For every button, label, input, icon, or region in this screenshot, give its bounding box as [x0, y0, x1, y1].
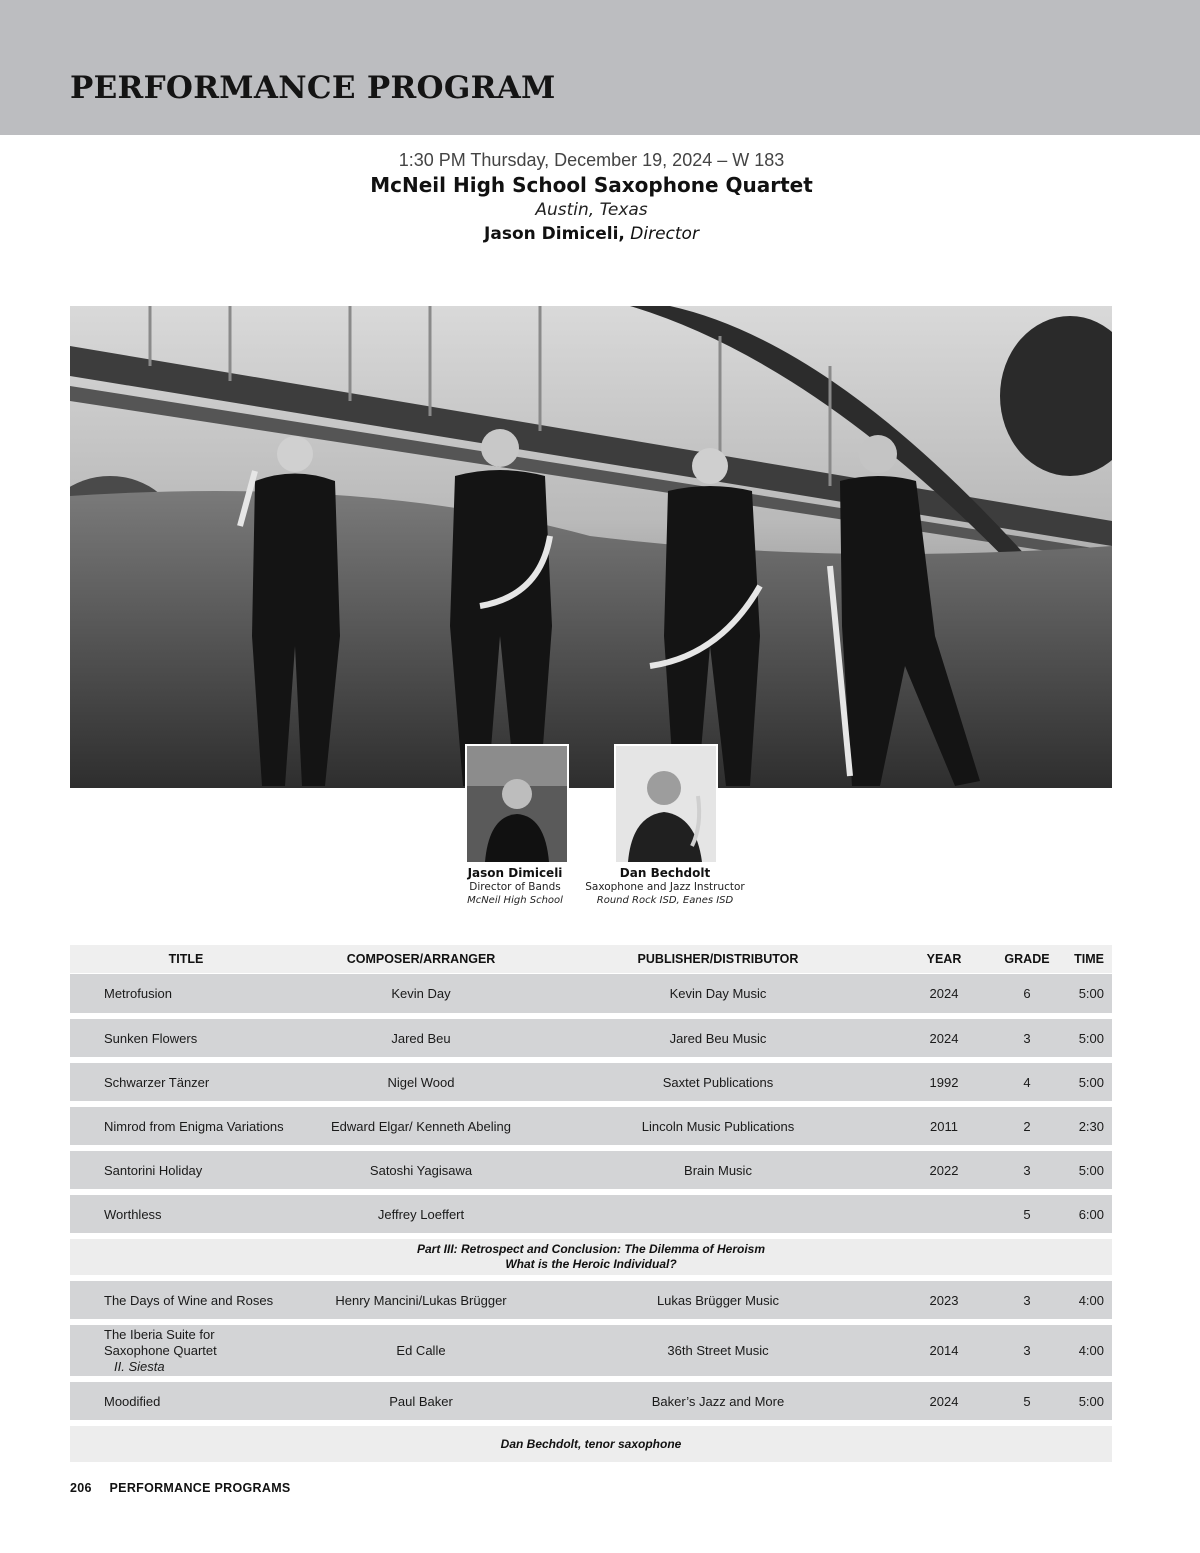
table-row [70, 1107, 1112, 1145]
cell-time: 5:00 [1078, 986, 1104, 1001]
cell-title: Worthless [104, 1206, 162, 1222]
cell-year: 1992 [929, 1074, 959, 1090]
cell-title: Sunken Flowers [104, 1030, 198, 1046]
program-note-text [70, 1239, 1112, 1275]
header-composer: COMPOSER/ARRANGER [346, 952, 496, 966]
cell-time: 5:00 [1078, 1162, 1104, 1178]
cell-title: Moodified [104, 1393, 161, 1409]
cell-title: Nimrod from Enigma Variations [104, 1118, 284, 1134]
cell-year: 2023 [929, 1292, 959, 1308]
cell-publisher: Saxtet Publications [662, 1074, 774, 1090]
page-footer [70, 1481, 291, 1495]
cell-title: Metrofusion [104, 986, 172, 1001]
cell-grade: 3 [1023, 1030, 1031, 1046]
group-photo [70, 306, 1112, 788]
cell-title: Schwarzer Tänzer [104, 1074, 210, 1090]
cell-composer: Edward Elgar/ Kenneth Abeling [331, 1118, 511, 1134]
note-line: What is the Heroic Individual? [505, 1257, 677, 1271]
director-name: Jason Dimiceli, [484, 224, 625, 244]
cell-year: 2024 [929, 1393, 959, 1409]
cell-grade: 3 [1023, 1343, 1031, 1358]
header-band [0, 0, 1200, 135]
director-role: Director [630, 224, 699, 244]
cell-composer: Kevin Day [391, 986, 451, 1001]
table-row [70, 1195, 1112, 1233]
cell-time: 4:00 [1078, 1292, 1104, 1308]
cell-publisher: Baker’s Jazz and More [651, 1393, 785, 1409]
person-org: Round Rock ISD, Eanes ISD [596, 895, 734, 906]
cell-year: 2024 [929, 986, 959, 1001]
group-photo-image [70, 306, 1112, 788]
table-row [70, 1325, 1112, 1376]
cell-publisher: Lincoln Music Publications [641, 1118, 795, 1134]
cell-publisher [578, 1195, 858, 1233]
title-line: Saxophone Quartet [104, 1342, 217, 1358]
person-role: Saxophone and Jazz Instructor [585, 881, 745, 893]
page-number: 206 [70, 1481, 92, 1495]
cell-publisher: Brain Music [684, 1162, 752, 1178]
cell-composer: Jared Beu [391, 1030, 451, 1046]
table-row [70, 1019, 1112, 1057]
program-note [70, 1426, 1112, 1462]
cell-title [104, 1325, 324, 1376]
cell-grade: 3 [1023, 1292, 1031, 1308]
cell-time: 2:30 [1078, 1118, 1104, 1134]
table-row [70, 1281, 1112, 1319]
cell-grade: 4 [1023, 1074, 1031, 1090]
cell-time: 6:00 [1078, 1206, 1104, 1222]
cell-grade: 5 [1023, 1393, 1031, 1409]
table-row [70, 1063, 1112, 1101]
program-note [70, 1239, 1112, 1275]
cell-year [918, 1195, 970, 1233]
header-year: YEAR [926, 952, 962, 966]
cell-title: Santorini Holiday [104, 1162, 203, 1178]
table-header-row [70, 945, 1112, 973]
cell-year: 2014 [929, 1343, 959, 1358]
page-title: PERFORMANCE PROGRAM [70, 70, 556, 106]
cell-time: 4:00 [1078, 1343, 1104, 1358]
director-line [0, 224, 1183, 244]
cell-grade: 3 [1023, 1162, 1031, 1178]
program-note-text [70, 1426, 1112, 1462]
cell-title: The Days of Wine and Roses [104, 1292, 274, 1308]
title-block [104, 1327, 217, 1375]
ensemble-name: McNeil High School Saxophone Quartet [370, 173, 813, 197]
person-role: Director of Bands [469, 881, 561, 893]
note-line: Dan Bechdolt, tenor saxophone [500, 1436, 682, 1451]
person-org: McNeil High School [467, 895, 563, 906]
header-publisher: PUBLISHER/DISTRIBUTOR [637, 952, 799, 966]
cell-grade: 6 [1023, 986, 1031, 1001]
cell-year: 2022 [929, 1162, 959, 1178]
photo-jason-dimiceli [465, 744, 569, 864]
person-name: Jason Dimiceli [467, 866, 563, 880]
title-line: The Iberia Suite for [104, 1326, 215, 1342]
cell-composer: Ed Calle [396, 1343, 446, 1358]
cell-time: 5:00 [1078, 1030, 1104, 1046]
table-row [70, 974, 1112, 1013]
portrait-image [616, 746, 716, 862]
cell-publisher: Lukas Brügger Music [656, 1292, 780, 1308]
header-title: TITLE [168, 952, 204, 966]
cell-publisher: 36th Street Music [667, 1343, 769, 1358]
portrait-image [467, 746, 567, 862]
photo-dan-bechdolt [614, 744, 718, 864]
movement: II. Siesta [114, 1358, 165, 1374]
caption-dan-bechdolt [565, 866, 765, 908]
header-grade: GRADE [1004, 952, 1050, 966]
footer-section: PERFORMANCE PROGRAMS [109, 1481, 291, 1495]
cell-time: 5:00 [1078, 1393, 1104, 1409]
cell-composer: Nigel Wood [387, 1074, 455, 1090]
person-name: Dan Bechdolt [619, 866, 711, 880]
cell-composer: Henry Mancini/Lukas Brügger [335, 1292, 507, 1308]
cell-year: 2024 [929, 1030, 959, 1046]
note-line: Part III: Retrospect and Conclusion: The Dilemma of Heroism [416, 1242, 766, 1256]
ensemble-location: Austin, Texas [535, 200, 648, 220]
event-datetime: 1:30 PM Thursday, December 19, 2024 – W 183 [398, 150, 785, 170]
cell-time: 5:00 [1078, 1074, 1104, 1090]
cell-grade: 2 [1023, 1118, 1031, 1134]
cell-composer: Paul Baker [389, 1393, 453, 1409]
cell-year: 2011 [930, 1118, 958, 1134]
cell-composer: Jeffrey Loeffert [377, 1206, 465, 1222]
cell-publisher: Jared Beu Music [669, 1030, 767, 1046]
cell-grade: 5 [1023, 1206, 1031, 1222]
program-table [70, 945, 1112, 1468]
table-row [70, 1151, 1112, 1189]
cell-publisher: Kevin Day Music [669, 986, 767, 1001]
table-row [70, 1382, 1112, 1420]
cell-composer: Satoshi Yagisawa [369, 1162, 473, 1178]
header-time: TIME [1074, 952, 1104, 966]
